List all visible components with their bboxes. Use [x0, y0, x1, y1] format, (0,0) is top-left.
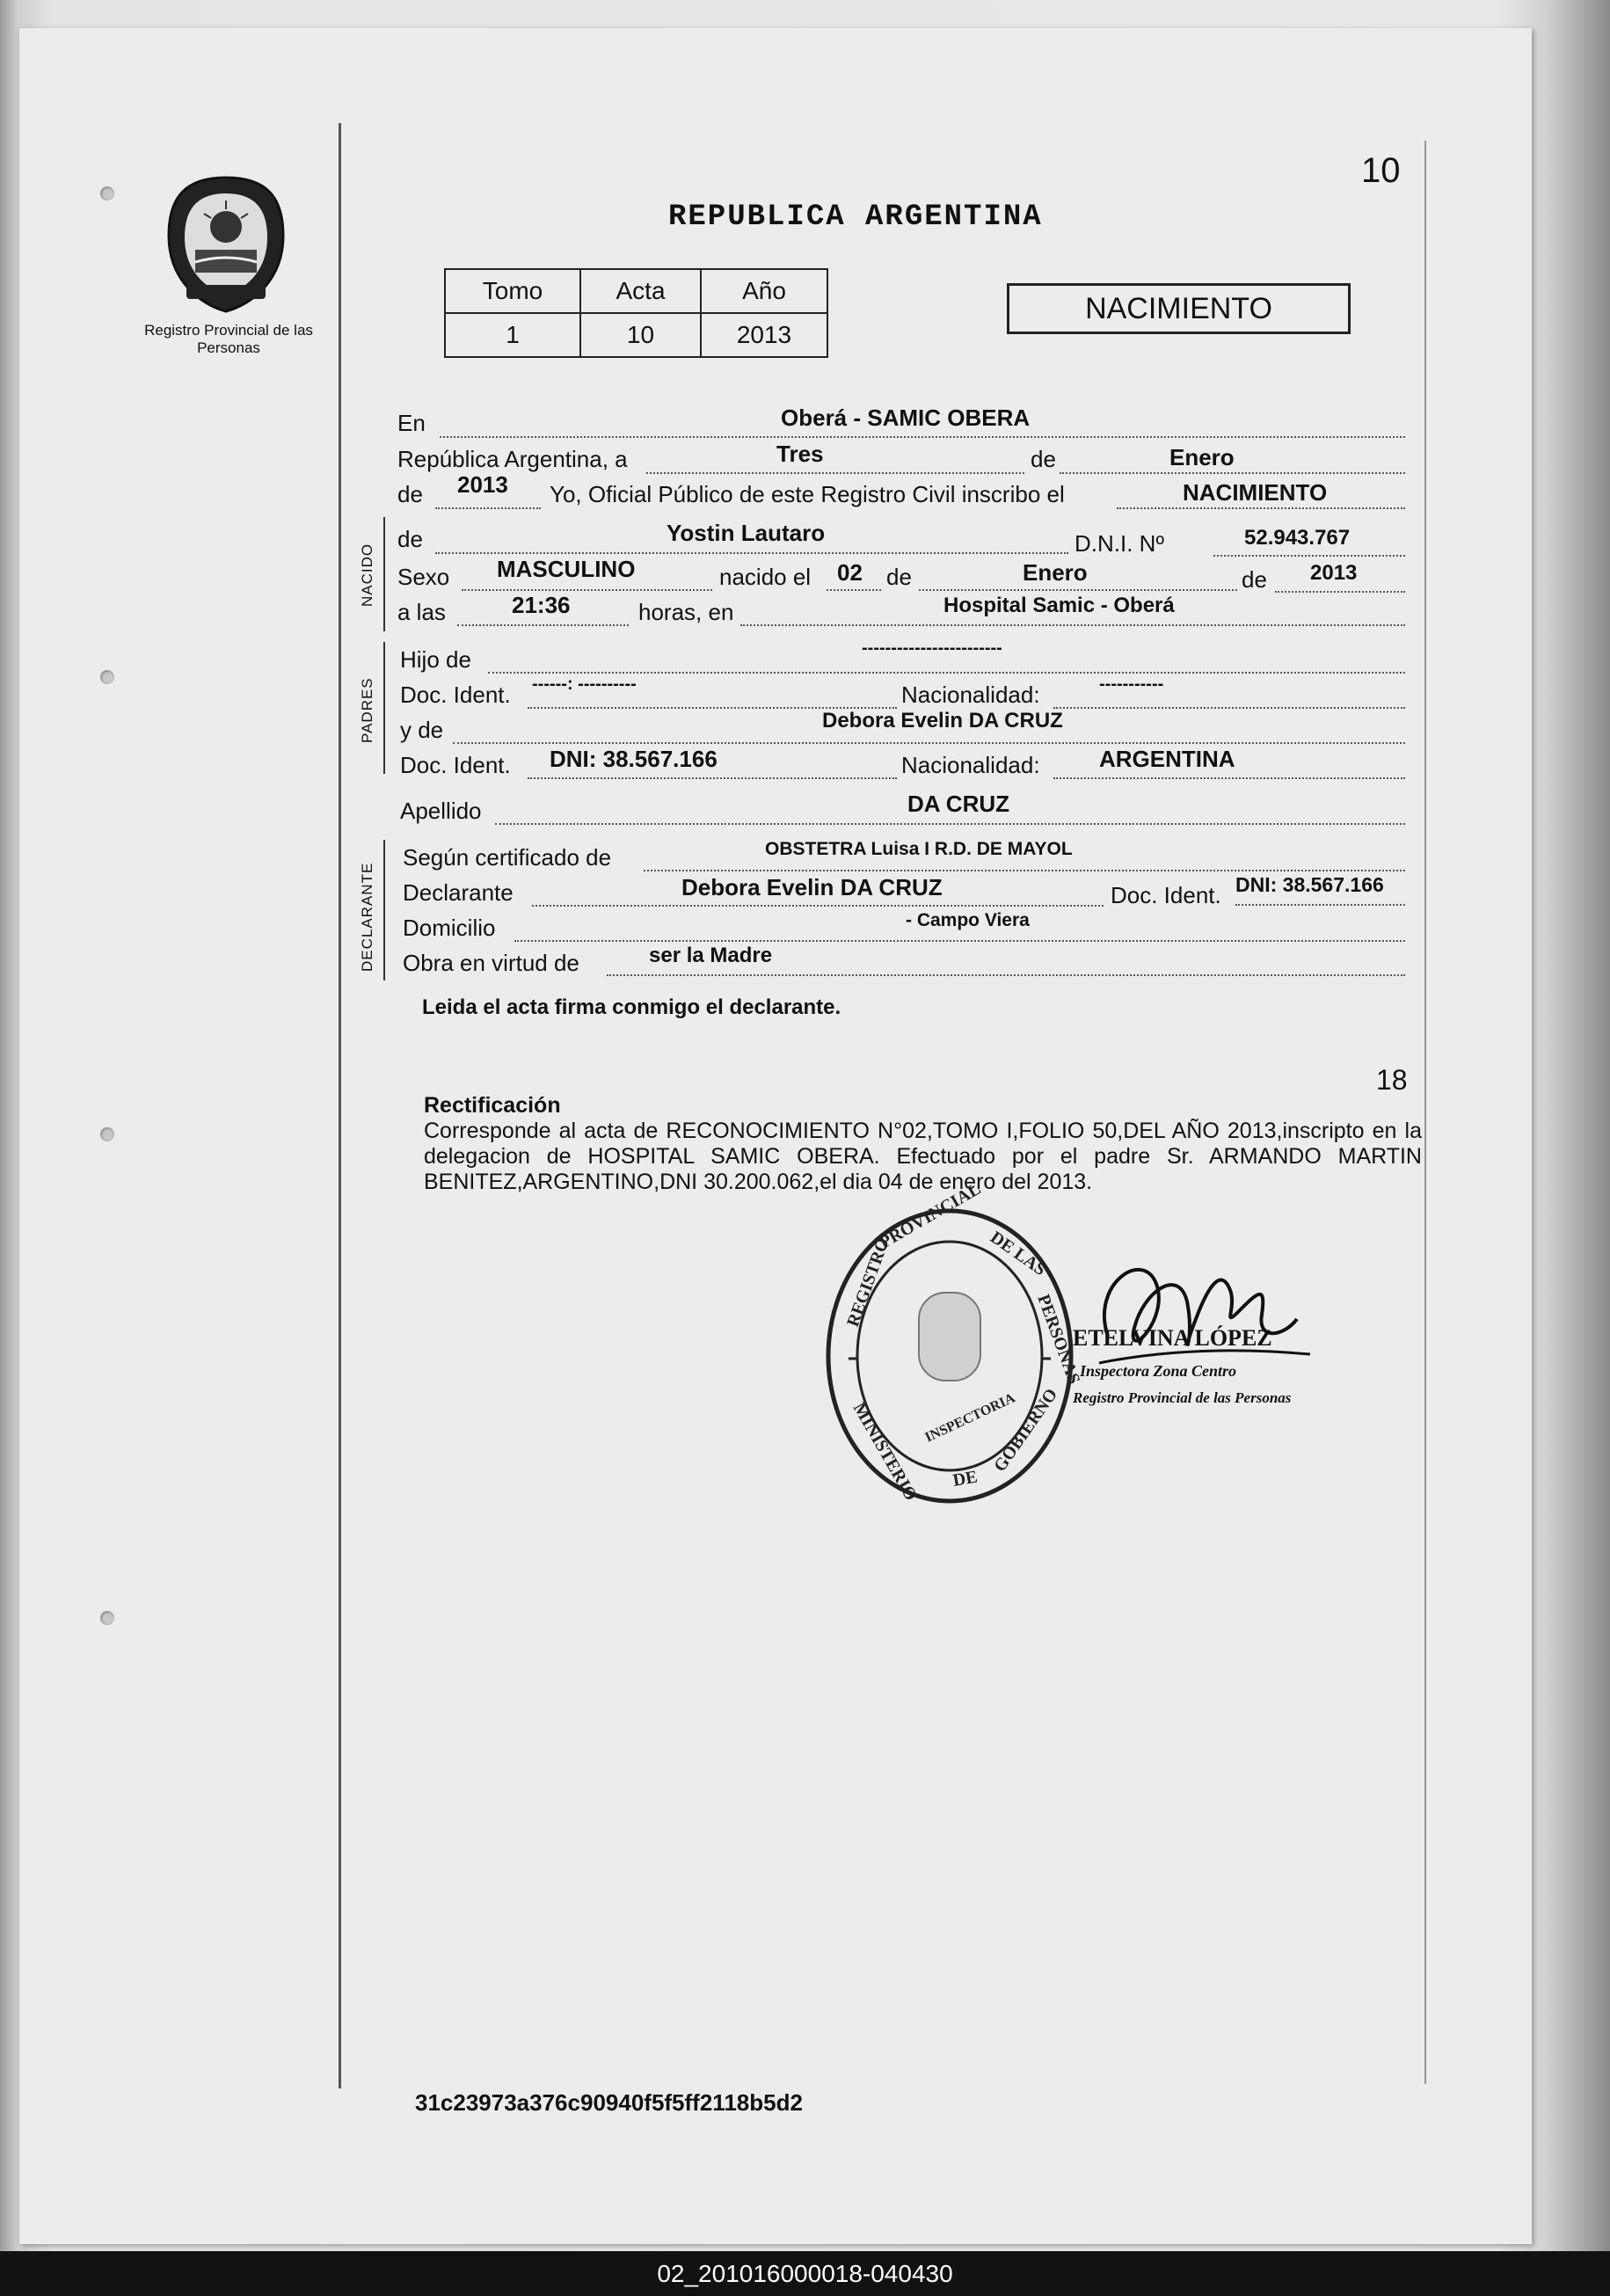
label-dni: D.N.I. Nº [1075, 530, 1164, 557]
value-declarante: Debora Evelin DA CRUZ [681, 874, 943, 900]
signature-org: Registro Provincial de las Personas [1073, 1389, 1292, 1406]
value-nac-mes: Enero [1023, 559, 1088, 586]
label-domicilio: Domicilio [403, 915, 496, 941]
margin-line [1424, 141, 1426, 2084]
value-dia: Tres [776, 441, 824, 467]
label-nacionalidad-1: Nacionalidad: [901, 682, 1040, 708]
svg-text:MINISTERIO: MINISTERIO [849, 1399, 921, 1505]
label-nacido: nacido el [719, 564, 812, 590]
rectificacion-number: 18 [1376, 1064, 1408, 1096]
fill-line [1235, 904, 1405, 906]
leida-statement: Leida el acta firma conmigo el declarante. [422, 995, 841, 1019]
svg-text:REGISTRO: REGISTRO [843, 1235, 893, 1330]
value-obra: ser la Madre [649, 944, 773, 967]
table-cell: 1 [445, 313, 580, 357]
table-cell: 10 [580, 313, 701, 357]
fill-line [919, 589, 1237, 591]
value-nombre: Yostin Lautaro [667, 520, 826, 546]
label-nacionalidad-2: Nacionalidad: [901, 752, 1040, 778]
document-title: REPUBLICA ARGENTINA [668, 200, 1043, 234]
logo-caption: Registro Provincial de las Personas [144, 322, 313, 356]
binder-hole [100, 1611, 114, 1625]
value-madre-nac: ARGENTINA [1099, 746, 1235, 772]
fill-line [435, 552, 1068, 554]
page-number: 10 [1361, 151, 1401, 190]
rectificacion-text: Corresponde al acta de RECONOCIMIENTO N°02,TOMO I,FOLIO 50,DEL AÑO 2013,inscripto en la delegacion de HOSPITAL SAMIC OBERA. Efectuado por el padre Sr. ARMANDO MARTIN BENITEZ,ARGENTINO,DNI 30.200.062,el dia 04 de enero del 2013. [424, 1119, 1422, 1194]
binder-hole [100, 1127, 114, 1141]
label-horas-en: horas, en [638, 599, 734, 625]
svg-text:DE: DE [951, 1467, 980, 1491]
value-padre-doc: ------: ---------- [532, 674, 637, 694]
label-de-year: de [397, 481, 423, 507]
value-anio: 2013 [457, 471, 508, 498]
fill-line [644, 870, 1405, 871]
value-padre-nac: ----------- [1099, 674, 1164, 694]
signature-role: Inspectora Zona Centro [1080, 1362, 1237, 1380]
province-shield-logo [160, 174, 292, 315]
tomo-acta-table [444, 268, 828, 358]
official-stamp-seal [822, 1178, 1084, 1508]
value-tipo: NACIMIENTO [1183, 479, 1328, 506]
value-lugar: Oberá - SAMIC OBERA [781, 405, 1031, 431]
footer-filename: 02_201016000018-040430 [0, 2251, 1610, 2296]
label-doc-ident-2: Doc. Ident. [400, 752, 511, 778]
label-de-anio: de [1242, 566, 1267, 593]
table-header: Acta [580, 269, 701, 313]
act-type-box: NACIMIENTO [1007, 283, 1351, 334]
table-header: Tomo [445, 269, 580, 313]
table-header: Año [701, 269, 827, 313]
value-lugar-nac: Hospital Samic - Oberá [943, 594, 1175, 617]
label-de: de [1031, 446, 1056, 472]
value-sexo: MASCULINO [497, 556, 636, 582]
label-en: En [397, 410, 426, 436]
fill-line [607, 974, 1405, 976]
side-label-nacido: NACIDO [359, 543, 375, 607]
table-cell: 2013 [701, 313, 827, 357]
section-bar [383, 840, 385, 980]
value-mes: Enero [1169, 444, 1235, 470]
fill-line [435, 507, 541, 509]
section-bar [383, 642, 385, 774]
rectificacion-title: Rectificación [424, 1093, 561, 1118]
value-hora: 21:36 [512, 592, 571, 618]
handwritten-signature [1073, 1231, 1337, 1442]
fill-line [646, 472, 1024, 474]
binder-hole [100, 186, 114, 200]
side-label-padres: PADRES [359, 677, 375, 743]
label-y-de: y de [400, 717, 444, 743]
fill-line [1053, 777, 1405, 779]
margin-line [339, 123, 341, 2088]
fill-line [488, 672, 1405, 674]
label-republica: República Argentina, a [397, 446, 628, 472]
fill-line [827, 589, 881, 591]
signature-name: ETELVINA LÓPEZ [1073, 1325, 1272, 1351]
value-nac-anio: 2013 [1310, 561, 1358, 585]
svg-text:PROVINCIAL: PROVINCIAL [876, 1178, 985, 1253]
fill-line [1053, 707, 1405, 709]
fill-line [514, 940, 1405, 942]
fill-line [440, 436, 1405, 438]
svg-text:PERSONAS: PERSONAS [1033, 1292, 1084, 1387]
label-segun-cert: Según certificado de [403, 844, 612, 871]
fill-line [462, 589, 712, 591]
svg-text:GOBIERNO: GOBIERNO [990, 1385, 1062, 1476]
binder-hole [100, 670, 114, 684]
value-nac-dia: 02 [837, 559, 863, 586]
label-obra: Obra en virtud de [403, 950, 579, 976]
label-yo-oficial: Yo, Oficial Público de este Registro Civil inscribo el [550, 481, 1065, 507]
label-doc-ident-3: Doc. Ident. [1111, 882, 1221, 908]
fill-line [1117, 507, 1405, 509]
section-bar [383, 517, 385, 631]
fill-line [528, 777, 897, 779]
fill-line [1213, 555, 1405, 557]
label-hijo-de: Hijo de [400, 646, 471, 673]
value-madre-doc: DNI: 38.567.166 [550, 746, 718, 772]
fill-line [740, 624, 1405, 626]
fill-line [1275, 591, 1405, 593]
value-madre: Debora Evelin DA CRUZ [822, 709, 1063, 733]
label-de-dia: de [886, 564, 912, 590]
label-doc-ident-1: Doc. Ident. [400, 682, 511, 708]
value-dni: 52.943.767 [1244, 526, 1351, 550]
fill-line [532, 905, 1104, 907]
fill-line [453, 742, 1405, 744]
document-hash: 31c23973a376c90940f5f5ff2118b5d2 [415, 2089, 803, 2116]
side-label-declarante: DECLARANTE [359, 862, 375, 972]
label-declarante: Declarante [403, 879, 514, 906]
label-apellido: Apellido [400, 798, 482, 824]
svg-text:DE LAS: DE LAS [987, 1228, 1050, 1280]
label-de-nombre: de [397, 526, 423, 552]
fill-line [1060, 472, 1405, 474]
value-declarante-doc: DNI: 38.567.166 [1235, 873, 1384, 896]
value-certificado: OBSTETRA Luisa I R.D. DE MAYOL [765, 839, 1073, 859]
label-sexo: Sexo [397, 564, 450, 590]
label-a-las: a las [397, 599, 446, 625]
fill-line [495, 823, 1405, 825]
value-domicilio: - Campo Viera [906, 910, 1030, 930]
value-apellido: DA CRUZ [907, 791, 1010, 817]
svg-text:INSPECTORIA: INSPECTORIA [922, 1390, 1018, 1446]
fill-line [457, 624, 629, 626]
value-padre: ------------------------ [862, 638, 1002, 658]
